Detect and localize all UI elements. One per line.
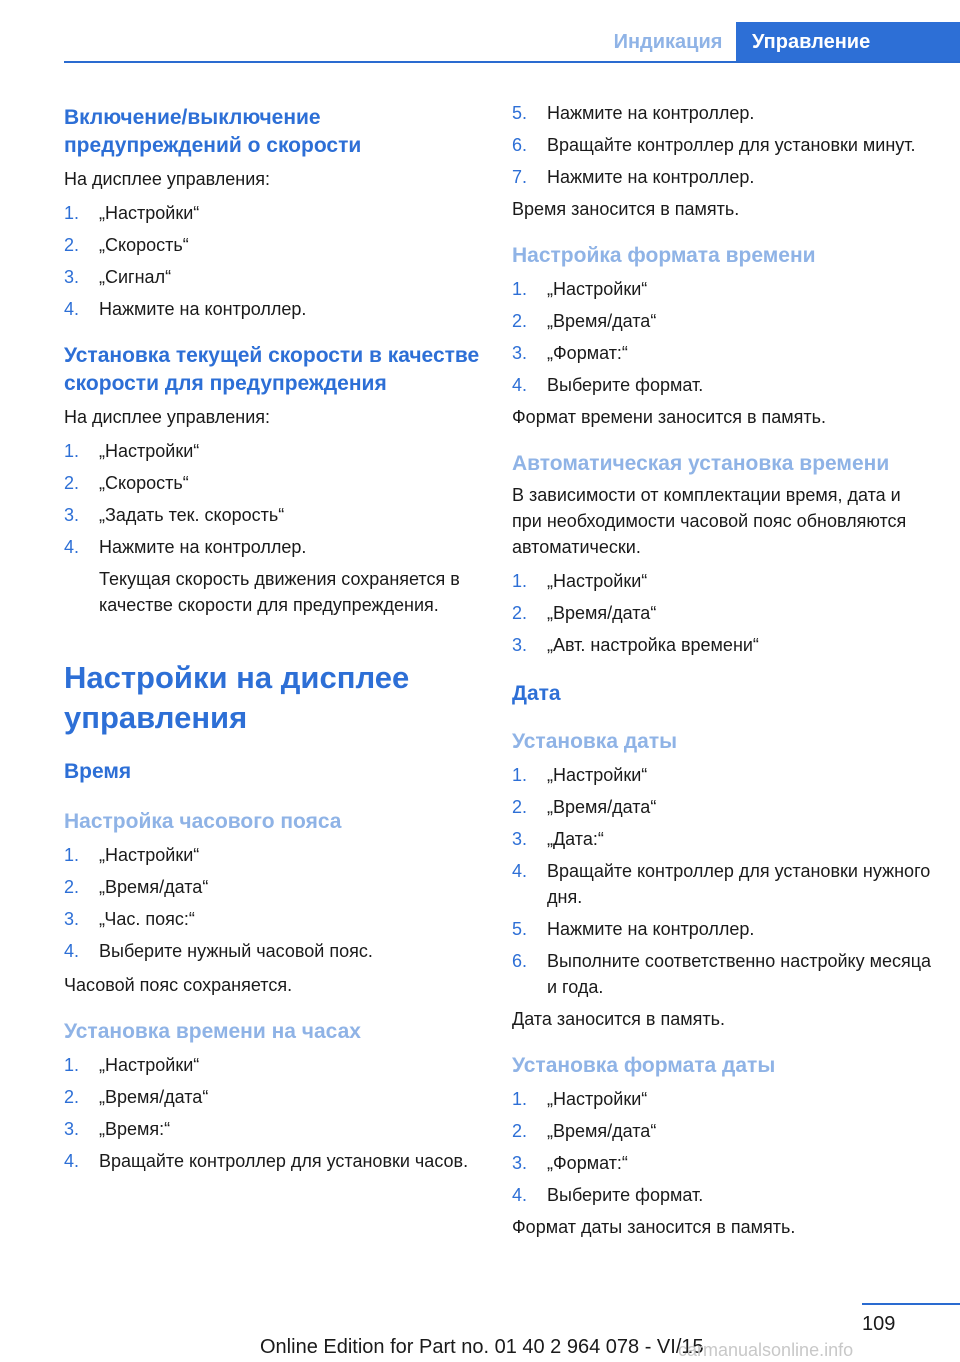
result-text: Время заносится в память. (512, 199, 740, 219)
section-title-speed-warnings: Включение/выключение предупреждений о скорости (64, 106, 362, 157)
section-description: В зависимости от комплектации время, дата и при необходимости часовой пояс обновляются автоматически. (512, 485, 907, 557)
step-note: Текущая скорость движения сохраняется в качестве скорости для предупреждения. (99, 569, 460, 615)
list-item: 3. „Формат:“ (512, 1153, 628, 1173)
list-item: 1. „Настройки“ (64, 845, 200, 865)
result-text: Формат даты заносится в память. (512, 1217, 796, 1237)
list-item: 1. „Настройки“ (64, 203, 200, 223)
section-title-set-date: Установка даты (512, 730, 678, 753)
section-intro: На дисплее управления: (64, 169, 271, 189)
list-item: 2. „Время/дата“ (512, 311, 657, 331)
list-item: 1. „Настройки“ (512, 765, 648, 785)
list-item: 6. Выполните соответственно настройку месяца и года. (512, 951, 932, 997)
list-item: 5. Нажмите на контроллер. (512, 919, 755, 939)
list-item: 6. Вращайте контроллер для установки минут. (512, 135, 916, 155)
result-text: Дата заносится в память. (512, 1009, 725, 1029)
list-item: 3. „Сигнал“ (64, 267, 172, 287)
steps-timezone (64, 842, 484, 964)
list-item: 1. „Настройки“ (512, 279, 648, 299)
list-item: 1. „Настройки“ (64, 1055, 200, 1075)
footer-rule (862, 1303, 960, 1305)
steps-date-format (512, 1086, 932, 1208)
list-item: 3. „Формат:“ (512, 343, 628, 363)
list-item: 2. „Время/дата“ (512, 797, 657, 817)
section-title-set-clock: Установка времени на часах (64, 1020, 361, 1043)
list-item: 2. „Время/дата“ (512, 603, 657, 623)
list-item: 2. „Время/дата“ (64, 1087, 209, 1107)
steps-set-current-speed (64, 438, 484, 618)
steps-time-format (512, 276, 932, 398)
list-item: 3. „Авт. настройка времени“ (512, 635, 759, 655)
edition-text: Online Edition for Part no. 01 40 2 964 078 - VI/15 (260, 1336, 704, 1358)
result-text: Часовой пояс сохраняется. (64, 975, 293, 995)
list-item: 5. Нажмите на контроллер. (512, 103, 755, 123)
section-title-auto-time: Автоматическая установка времени (512, 452, 890, 475)
section-title-set-current-speed: Установка текущей скорости в качестве скорости для предупреждения (64, 344, 480, 395)
tab-control[interactable]: Управление (736, 22, 960, 63)
steps-auto-time (512, 568, 932, 658)
section-title-time-format: Настройка формата времени (512, 244, 816, 267)
section-title-date-format: Установка формата даты (512, 1054, 776, 1077)
steps-set-clock (64, 1052, 484, 1174)
list-item: 7. Нажмите на контроллер. (512, 167, 755, 187)
list-item: 4. Выберите формат. (512, 1185, 704, 1205)
watermark: carmanualsonline.info (678, 1340, 854, 1360)
left-column (64, 100, 484, 1174)
list-item: 3. „Время:“ (64, 1119, 171, 1139)
list-item: 4. Нажмите на контроллер. (64, 537, 307, 557)
section-title-date: Дата (512, 682, 561, 705)
list-item: 4. Вращайте контроллер для установки нужного дня. (512, 861, 931, 907)
list-item: 2. „Время/дата“ (512, 1121, 657, 1141)
list-item: 4. Вращайте контроллер для установки часов. (64, 1151, 469, 1171)
chapter-title: Настройки на дисплее управления (64, 660, 410, 735)
tab-indication[interactable]: Индикация (613, 31, 723, 53)
section-title-timezone: Настройка часового пояса (64, 810, 342, 833)
steps-set-clock-continued (512, 100, 932, 190)
list-item: 1. „Настройки“ (512, 571, 648, 591)
list-item: 2. „Время/дата“ (64, 877, 209, 897)
list-item: 3. „Час. пояс:“ (64, 909, 195, 929)
section-intro: На дисплее управления: (64, 407, 271, 427)
list-item: 3. „Задать тек. скорость“ (64, 505, 285, 525)
result-text: Формат времени заносится в память. (512, 407, 827, 427)
header-rule (64, 61, 960, 63)
list-item: 1. „Настройки“ (64, 441, 200, 461)
page-number: 109 (862, 1313, 896, 1335)
list-item: 4. Выберите нужный часовой пояс. (64, 941, 373, 961)
steps-set-date (512, 762, 932, 1000)
list-item: 2. „Скорость“ (64, 473, 189, 493)
steps-speed-warnings (64, 200, 484, 322)
right-column (512, 100, 932, 1240)
list-item: 4. Нажмите на контроллер. (64, 299, 307, 319)
list-item: 3. „Дата:“ (512, 829, 604, 849)
list-item: 2. „Скорость“ (64, 235, 189, 255)
list-item: 1. „Настройки“ (512, 1089, 648, 1109)
section-title-time: Время (64, 760, 132, 783)
list-item: 4. Выберите формат. (512, 375, 704, 395)
